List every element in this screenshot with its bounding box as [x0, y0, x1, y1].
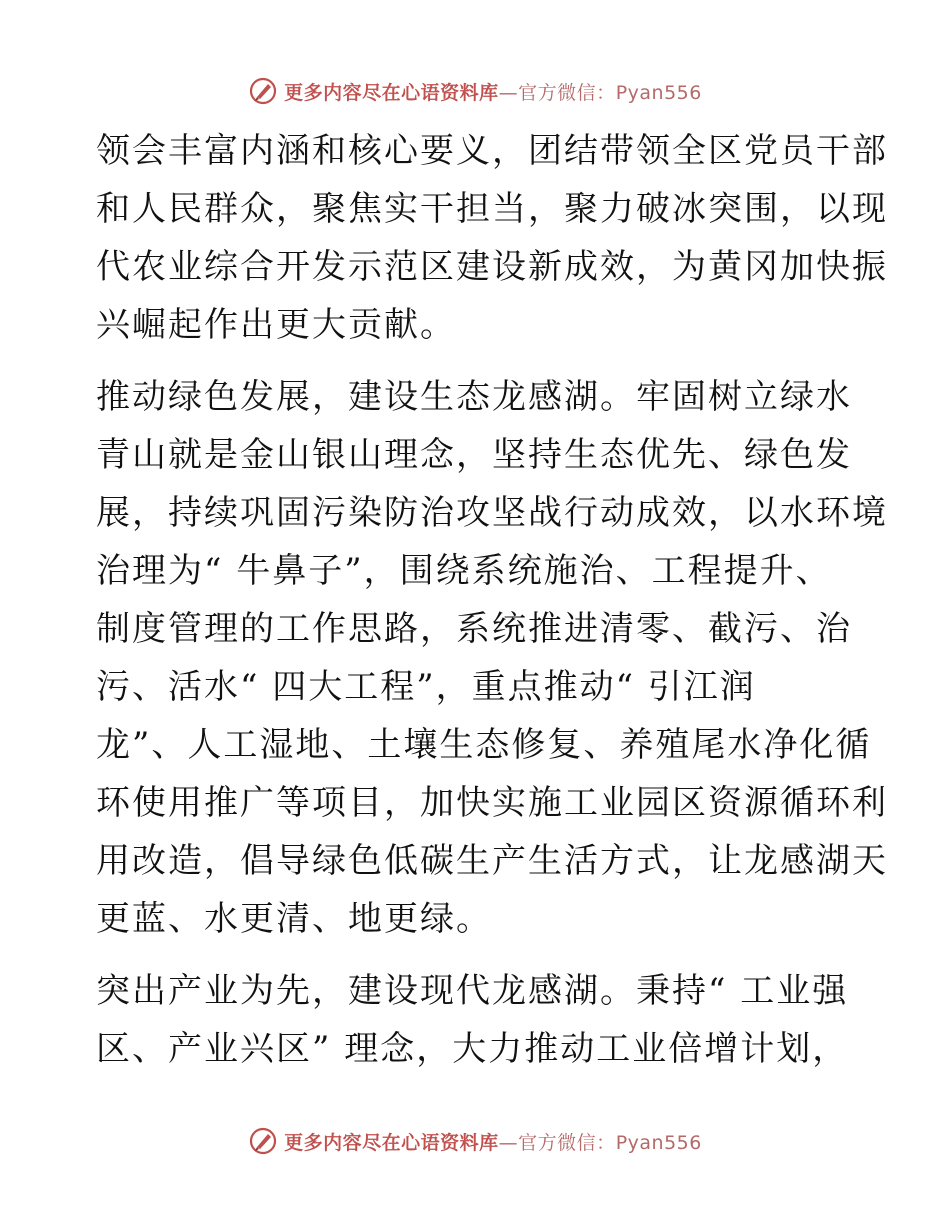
text-line: 龙”、人工湿地、土壤生态修复、养殖尾水净化循	[96, 725, 872, 765]
footer-banner	[0, 1124, 950, 1158]
text-line: 突出产业为先，建设现代龙感湖。秉持“ 工业强	[96, 971, 849, 1011]
text-line: 领会丰富内涵和核心要义，团结带领全区党员干部	[96, 131, 888, 171]
text-line: 兴崛起作出更大贡献。	[96, 305, 456, 345]
text-line: 制度管理的工作思路，系统推进清零、截污、治	[96, 609, 852, 649]
text-line: 推动绿色发展，建设生态龙感湖。牢固树立绿水	[96, 377, 852, 417]
text-line: 代农业综合开发示范区建设新成效，为黄冈加快振	[96, 247, 888, 287]
header-text	[284, 78, 702, 105]
footer-contact-label: 官方微信：	[518, 1131, 616, 1154]
paragraph-2	[96, 368, 888, 948]
text-line: 用改造，倡导绿色低碳生产生活方式，让龙感湖天	[96, 841, 888, 881]
text-line: 环使用推广等项目，加快实施工业园区资源循环利	[96, 783, 888, 823]
footer-site-text: 更多内容尽在心语资料库	[284, 1131, 499, 1154]
text-line: 更蓝、水更清、地更绿。	[96, 899, 492, 939]
text-line: 治理为“ 牛鼻子”，围绕系统施治、工程提升、	[96, 551, 832, 591]
footer-contact-id: Pyan556	[615, 1131, 702, 1154]
header-contact-label: 官方微信：	[518, 81, 616, 104]
footer-dash: —	[498, 1131, 519, 1154]
paragraph-3	[96, 962, 856, 1078]
text-line: 和人民群众，聚焦实干担当，聚力破冰突围，以现	[96, 189, 888, 229]
footer-text	[284, 1128, 702, 1155]
text-line: 污、活水“ 四大工程”，重点推动“ 引江润	[96, 667, 756, 707]
paragraph-gap	[96, 354, 856, 368]
pen-logo-icon	[248, 76, 278, 106]
paragraph-1	[96, 122, 888, 354]
document-body	[96, 122, 888, 1078]
text-line: 展，持续巩固污染防治攻坚战行动成效，以水环境	[96, 493, 888, 533]
paragraph-gap	[96, 948, 856, 962]
header-site-text: 更多内容尽在心语资料库	[284, 81, 499, 104]
pen-logo-icon	[248, 1126, 278, 1156]
text-line: 青山就是金山银山理念，坚持生态优先、绿色发	[96, 435, 852, 475]
text-line: 区、产业兴区” 理念，大力推动工业倍增计划，	[96, 1029, 849, 1069]
header-contact-id: Pyan556	[615, 81, 702, 104]
header-banner	[0, 74, 950, 108]
header-dash: —	[498, 81, 519, 104]
